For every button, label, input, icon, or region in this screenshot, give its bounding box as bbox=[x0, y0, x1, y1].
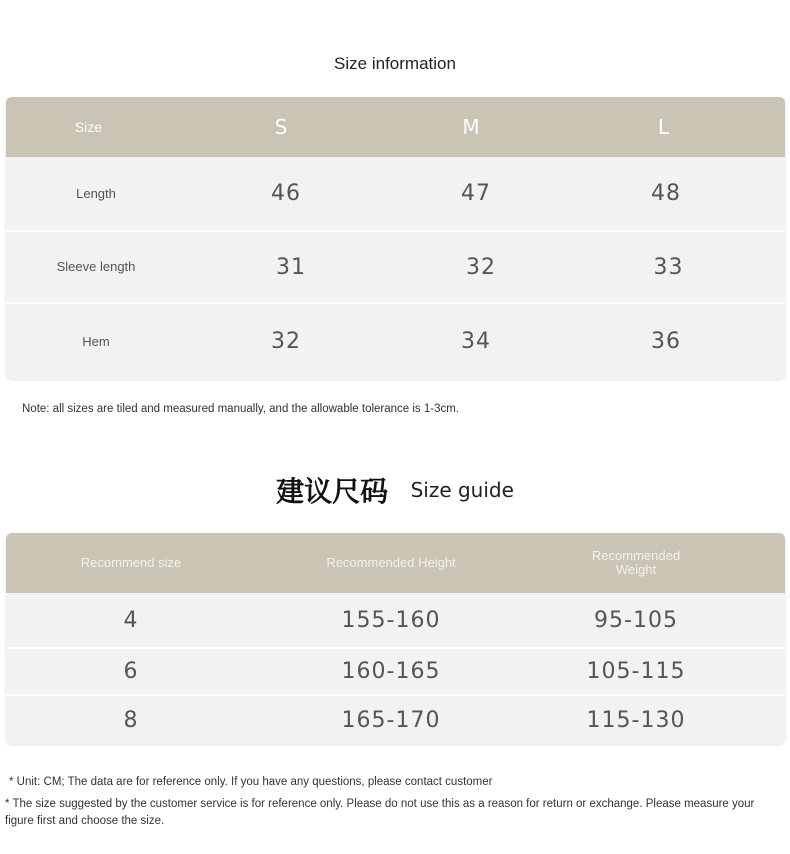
size-guide-header bbox=[6, 533, 785, 593]
header-recommend-size: Recommend size bbox=[80, 555, 182, 570]
value-l: 36 bbox=[651, 329, 681, 354]
row-label: Length bbox=[76, 185, 116, 201]
measurement-note: Note: all sizes are tiled and measured manually, and the allowable tolerance is 1-3cm. bbox=[22, 403, 460, 415]
value-s: 46 bbox=[271, 181, 301, 206]
header-recommended-height: Recommended Height bbox=[326, 555, 456, 570]
row-label: Hem bbox=[82, 333, 110, 349]
recommended-weight: 95-105 bbox=[594, 607, 678, 633]
value-l: 33 bbox=[653, 254, 684, 280]
size-guide-title-cn: 建议尺码 bbox=[276, 475, 389, 508]
value-m: 34 bbox=[461, 329, 491, 354]
size-table-header bbox=[6, 97, 785, 157]
recommended-weight: 115-130 bbox=[586, 707, 686, 733]
recommended-height: 155-160 bbox=[341, 607, 441, 633]
header-recommended-weight: Recommended Weight bbox=[591, 548, 681, 577]
size-guide-title-en: Size guide bbox=[410, 478, 514, 502]
size-information-table bbox=[6, 97, 785, 379]
recommend-size: 6 bbox=[123, 659, 139, 684]
footnote-unit: * Unit: CM; The data are for reference only. If you have any questions, please contact customer bbox=[9, 776, 493, 788]
size-guide-title bbox=[0, 470, 790, 510]
header-size-m: M bbox=[462, 115, 480, 139]
header-size-s: S bbox=[274, 115, 288, 139]
recommended-height: 165-170 bbox=[341, 707, 441, 733]
header-size-label: Size bbox=[74, 119, 103, 135]
value-s: 31 bbox=[276, 254, 306, 280]
table-row bbox=[6, 696, 785, 744]
recommend-size: 8 bbox=[123, 707, 139, 733]
table-row-sleeve-length bbox=[6, 232, 785, 304]
table-row-length bbox=[6, 157, 785, 232]
table-row-hem bbox=[6, 304, 785, 379]
row-label: Sleeve length bbox=[56, 259, 136, 274]
size-guide-table bbox=[6, 533, 785, 744]
recommended-height: 160-165 bbox=[341, 659, 441, 684]
table-row bbox=[6, 649, 785, 696]
recommended-weight: 105-115 bbox=[586, 659, 686, 684]
value-l: 48 bbox=[651, 181, 681, 206]
table-row bbox=[6, 593, 785, 649]
header-size-l: L bbox=[657, 115, 670, 139]
recommend-size: 4 bbox=[123, 607, 139, 633]
value-s: 32 bbox=[271, 329, 301, 354]
size-information-title: Size information bbox=[334, 54, 456, 73]
footnote-disclaimer: * The size suggested by the customer service is for reference only. Please do not use this as a reason for return or exchange. Please measure your figure first and choose the size. bbox=[5, 798, 755, 827]
value-m: 32 bbox=[466, 254, 496, 280]
value-m: 47 bbox=[461, 181, 491, 206]
